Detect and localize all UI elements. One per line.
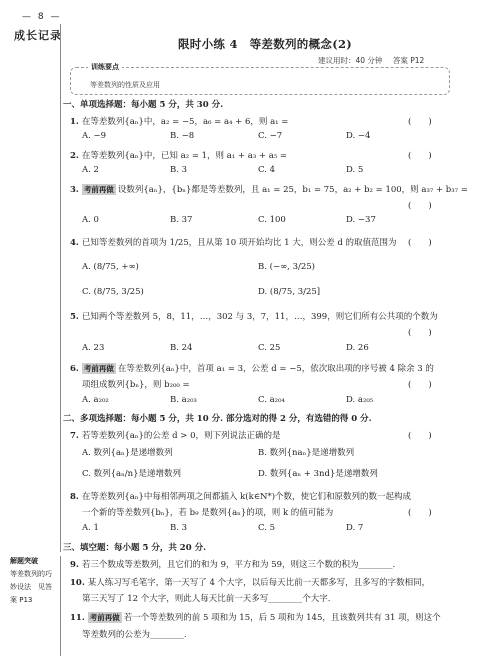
option-c: C. (8/75, 3/25) — [82, 287, 144, 297]
question-number: 5. — [70, 312, 79, 322]
question-number: 6. — [70, 364, 79, 374]
answer-bracket: ( ) — [408, 117, 432, 127]
review-badge: 考前再做 — [89, 613, 120, 622]
option-c: C. 4 — [258, 165, 276, 175]
option-b: B. 37 — [170, 215, 193, 225]
option-a: A. 数列{aₙ}是递增数列 — [82, 448, 173, 458]
training-tag: 训练要点 — [88, 62, 122, 72]
section-heading: 一、单项选择题：每小题 5 分，共 30 分. — [63, 100, 224, 110]
question-8 — [70, 490, 411, 502]
answer-bracket: ( ) — [408, 508, 432, 518]
review-badge: 考前再做 — [83, 185, 114, 194]
question-10-cont: 第三天写了 12 个大字，则此人每天比前一天多写________个大字. — [82, 594, 331, 604]
question-number: 3. — [70, 185, 79, 195]
question-text: 在等差数列{aₙ}中，a₂ = −5，a₆ = a₄ + 6，则 a₁ = — [81, 117, 289, 127]
question-3 — [70, 183, 468, 195]
option-c: C. a₂₀₄ — [258, 395, 285, 405]
question-8-cont: 一个新的等差数列{bₙ}，若 b₉ 是数列{aₙ}的项，则 k 的值可能为 — [82, 508, 334, 518]
question-number: 9. — [70, 560, 79, 570]
question-10 — [70, 576, 430, 588]
question-text: 若三个数成等差数列，且它们的和为 9，平方和为 59，则这三个数的积为________. — [81, 560, 396, 570]
answer-bracket: ( ) — [408, 238, 432, 248]
question-number: 8. — [70, 492, 79, 502]
side-tip-line: 解题突破 — [10, 557, 38, 565]
suggested-time: 建议用时：40 分钟 — [318, 56, 383, 65]
answer-bracket: ( ) — [408, 201, 432, 211]
question-number: 11. — [70, 613, 85, 623]
question-number: 4. — [70, 238, 79, 248]
option-a: A. −9 — [82, 131, 107, 141]
training-text: 等差数列的性质及应用 — [90, 81, 160, 89]
question-text: 若等差数列{aₙ}的公差 d > 0，则下列说法正确的是 — [81, 431, 281, 441]
page-number: — 8 — — [22, 12, 62, 22]
question-text: 在等差数列{aₙ}中每相邻两项之间都插入 k(k∈N*)个数，使它们和原数列的数一起构成 — [81, 492, 412, 502]
question-6-cont: 项组成数列{bₙ}，则 b₂₀₀ = — [82, 380, 190, 390]
question-1 — [70, 115, 288, 127]
option-a: A. 2 — [82, 165, 99, 175]
question-text: 若一个等差数列的前 5 项和为 15，后 5 项和为 145，且该数列共有 31 项，则这个 — [123, 613, 441, 623]
brand-logo: 成长记录 — [14, 29, 62, 42]
option-b: B. (−∞, 3/25) — [258, 262, 315, 272]
section-heading: 三、填空题：每小题 5 分，共 20 分. — [63, 543, 207, 553]
question-11-cont: 等差数列的公差为________. — [82, 630, 187, 640]
sidebar-divider — [60, 24, 61, 552]
question-text: 某人练习写毛笔字，第一天写了 4 个大字，以后每天比前一天都多写，且多写的字数相同， — [87, 578, 431, 588]
option-a: A. 1 — [82, 523, 99, 533]
question-9 — [70, 558, 395, 570]
option-d: D. 5 — [346, 165, 364, 175]
question-6 — [70, 362, 434, 374]
meta-info — [318, 55, 424, 66]
option-b: B. a₂₀₃ — [170, 395, 197, 405]
review-badge: 考前再做 — [83, 364, 114, 373]
option-a: A. 0 — [82, 215, 99, 225]
option-c: C. 5 — [258, 523, 276, 533]
side-tip-line: 案 P13 — [10, 596, 33, 604]
question-number: 10. — [70, 578, 85, 588]
side-tip-line: 等差数列的巧 — [10, 570, 52, 578]
answer-ref: 答案 P12 — [392, 56, 425, 65]
side-tip-line: 妙设法 见答 — [10, 583, 52, 591]
question-2 — [70, 149, 287, 161]
option-d: D. 26 — [346, 343, 369, 353]
option-d: D. −37 — [346, 215, 376, 225]
page-title: 限时小练 4 等差数列的概念(2) — [178, 37, 352, 51]
option-d: D. 数列{aₙ + 3nd}是递增数列 — [258, 469, 378, 479]
question-11 — [70, 611, 441, 623]
option-b: B. 3 — [170, 523, 188, 533]
question-number: 7. — [70, 431, 79, 441]
option-a: A. a₂₀₂ — [82, 395, 109, 405]
question-4 — [70, 236, 397, 248]
option-b: B. −8 — [170, 131, 195, 141]
option-b: B. 数列{naₙ}是递增数列 — [258, 448, 355, 458]
section-heading: 二、多项选择题：每小题 5 分，共 10 分. 部分选对的得 2 分，有选错的得 0 分. — [63, 414, 372, 424]
answer-bracket: ( ) — [408, 328, 432, 338]
option-d: D. −4 — [346, 131, 371, 141]
question-text: 在等差数列{aₙ}中，首项 a₁ = 3，公差 d = −5，依次取出项的序号被 4 除余 3 的 — [117, 364, 434, 374]
question-text: 设数列{aₙ}，{bₙ}都是等差数列，且 a₁ = 25，b₁ = 75，a₂ + b₂ = 100，则 a₃₇ + b₃₇ = — [117, 185, 468, 195]
question-number: 1. — [70, 117, 79, 127]
option-c: C. 数列{aₙ/n}是递增数列 — [82, 469, 182, 479]
question-5 — [70, 310, 438, 322]
option-b: B. 3 — [170, 165, 188, 175]
option-a: A. (8/75, +∞) — [82, 262, 139, 272]
option-d: D. (8/75, 3/25] — [258, 287, 321, 297]
option-d: D. a₂₀₅ — [346, 395, 374, 405]
option-c: C. −7 — [258, 131, 283, 141]
answer-bracket: ( ) — [408, 431, 432, 441]
sidebar-divider-bottom — [60, 556, 61, 656]
question-text: 已知等差数列的首项为 1/25，且从第 10 项开始均比 1 大，则公差 d 的取值范围为 — [81, 238, 397, 248]
option-a: A. 23 — [82, 343, 105, 353]
option-b: B. 24 — [170, 343, 193, 353]
side-tip — [10, 555, 58, 607]
question-7 — [70, 429, 281, 441]
option-c: C. 100 — [258, 215, 286, 225]
question-text: 在等差数列{aₙ}中，已知 a₂ = 1，则 a₁ + a₃ + a₅ = — [81, 151, 288, 161]
option-c: C. 25 — [258, 343, 281, 353]
answer-bracket: ( ) — [408, 151, 432, 161]
question-text: 已知两个等差数列 5，8，11，…，302 与 3，7，11，…，399，则它们所有公共项的个数为 — [81, 312, 438, 322]
question-number: 2. — [70, 151, 79, 161]
option-d: D. 7 — [346, 523, 364, 533]
answer-bracket: ( ) — [408, 380, 432, 390]
